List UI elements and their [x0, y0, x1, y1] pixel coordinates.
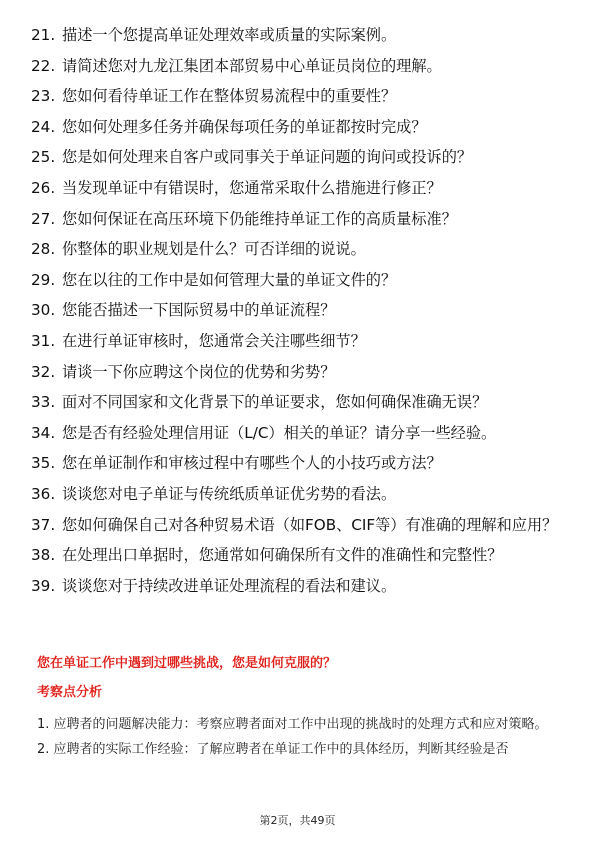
question-number: 25. [31, 148, 56, 167]
question-text: 谈谈您对于持续改进单证处理流程的看法和建议。 [62, 576, 397, 595]
question-text: 请谈一下你应聘这个岗位的优势和劣势？ [62, 362, 336, 381]
question-number: 37. [31, 515, 56, 534]
question-number: 21. [31, 26, 56, 44]
list-item [31, 208, 571, 231]
question-text: 谈谈您对电子单证与传统纸质单证优劣势的看法。 [62, 484, 397, 503]
question-text: 在进行单证审核时，您通常会关注哪些细节？ [62, 331, 366, 350]
question-number: 39. [31, 576, 56, 595]
question-text: 您在以往的工作中是如何管理大量的单证文件的？ [62, 270, 397, 289]
question-number: 36. [31, 484, 56, 503]
question-text: 当发现单证中有错误时，您通常采取什么措施进行修正？ [62, 178, 442, 197]
question-number: 31. [31, 331, 56, 350]
list-item [31, 299, 571, 322]
question-text: 您如何处理多任务并确保每项任务的单证都按时完成？ [62, 117, 427, 136]
list-item [31, 575, 571, 598]
analysis-points [37, 712, 567, 762]
question-number: 28. [31, 240, 56, 259]
question-text: 请简述您对九龙江集团本部贸易中心单证员岗位的理解。 [62, 56, 442, 75]
list-item [31, 55, 571, 78]
question-text: 您如何确保自己对各种贸易术语（如FOB、CIF等）有准确的理解和应用？ [62, 515, 558, 534]
list-item [31, 269, 571, 292]
question-number: 30. [31, 301, 56, 320]
analysis-point: 1. 应聘者的问题解决能力：考察应聘者面对工作中出现的挑战时的处理方式和应对策略。 [37, 717, 548, 732]
question-text: 您在单证制作和审核过程中有哪些个人的小技巧或方法？ [62, 454, 442, 473]
analysis-point: 2. 应聘者的实际工作经验：了解应聘者在单证工作中的具体经历，判断其经验是否 [37, 742, 509, 757]
list-item [31, 452, 571, 475]
question-number: 23. [31, 87, 56, 106]
question-text: 您能否描述一下国际贸易中的单证流程？ [62, 301, 336, 320]
question-number: 32. [31, 362, 56, 381]
question-number: 26. [31, 178, 56, 197]
list-item [31, 422, 571, 445]
question-text: 描述一个您提高单证处理效率或质量的实际案例。 [62, 26, 397, 44]
question-text: 您是否有经验处理信用证（L/C）相关的单证？请分享一些经验。 [62, 423, 497, 442]
list-item [31, 544, 571, 567]
list-item [31, 24, 571, 47]
list-item [31, 483, 571, 506]
question-number: 33. [31, 393, 56, 412]
page-footer: 第2页，共49页 [259, 814, 336, 827]
question-text: 您是如何处理来自客户或同事关于单证问题的询问或投诉的？ [62, 148, 473, 167]
question-text: 您如何看待单证工作在整体贸易流程中的重要性？ [62, 87, 397, 106]
list-item [31, 391, 571, 414]
question-text: 面对不同国家和文化背景下的单证要求，您如何确保准确无误？ [62, 393, 488, 412]
list-item [31, 238, 571, 261]
question-number: 34. [31, 423, 56, 442]
list-item [31, 116, 571, 139]
question-number: 22. [31, 56, 56, 75]
list-item [31, 330, 571, 353]
question-text: 在处理出口单据时，您通常如何确保所有文件的准确性和完整性？ [62, 546, 503, 565]
list-item [31, 146, 571, 169]
highlight-question: 您在单证工作中遇到过哪些挑战，您是如何克服的？ [37, 656, 337, 671]
question-number: 38. [31, 546, 56, 565]
list-item [31, 361, 571, 384]
list-item [31, 514, 571, 537]
question-number: 27. [31, 209, 56, 228]
question-text: 你整体的职业规划是什么？可否详细的说说。 [62, 240, 366, 259]
analysis-heading: 考察点分析 [37, 685, 103, 700]
question-number: 29. [31, 270, 56, 289]
question-number: 24. [31, 117, 56, 136]
question-number: 35. [31, 454, 56, 473]
list-item [31, 177, 571, 200]
question-text: 您如何保证在高压环境下仍能维持单证工作的高质量标准？ [62, 209, 457, 228]
list-item [31, 85, 571, 108]
question-list [31, 24, 571, 605]
